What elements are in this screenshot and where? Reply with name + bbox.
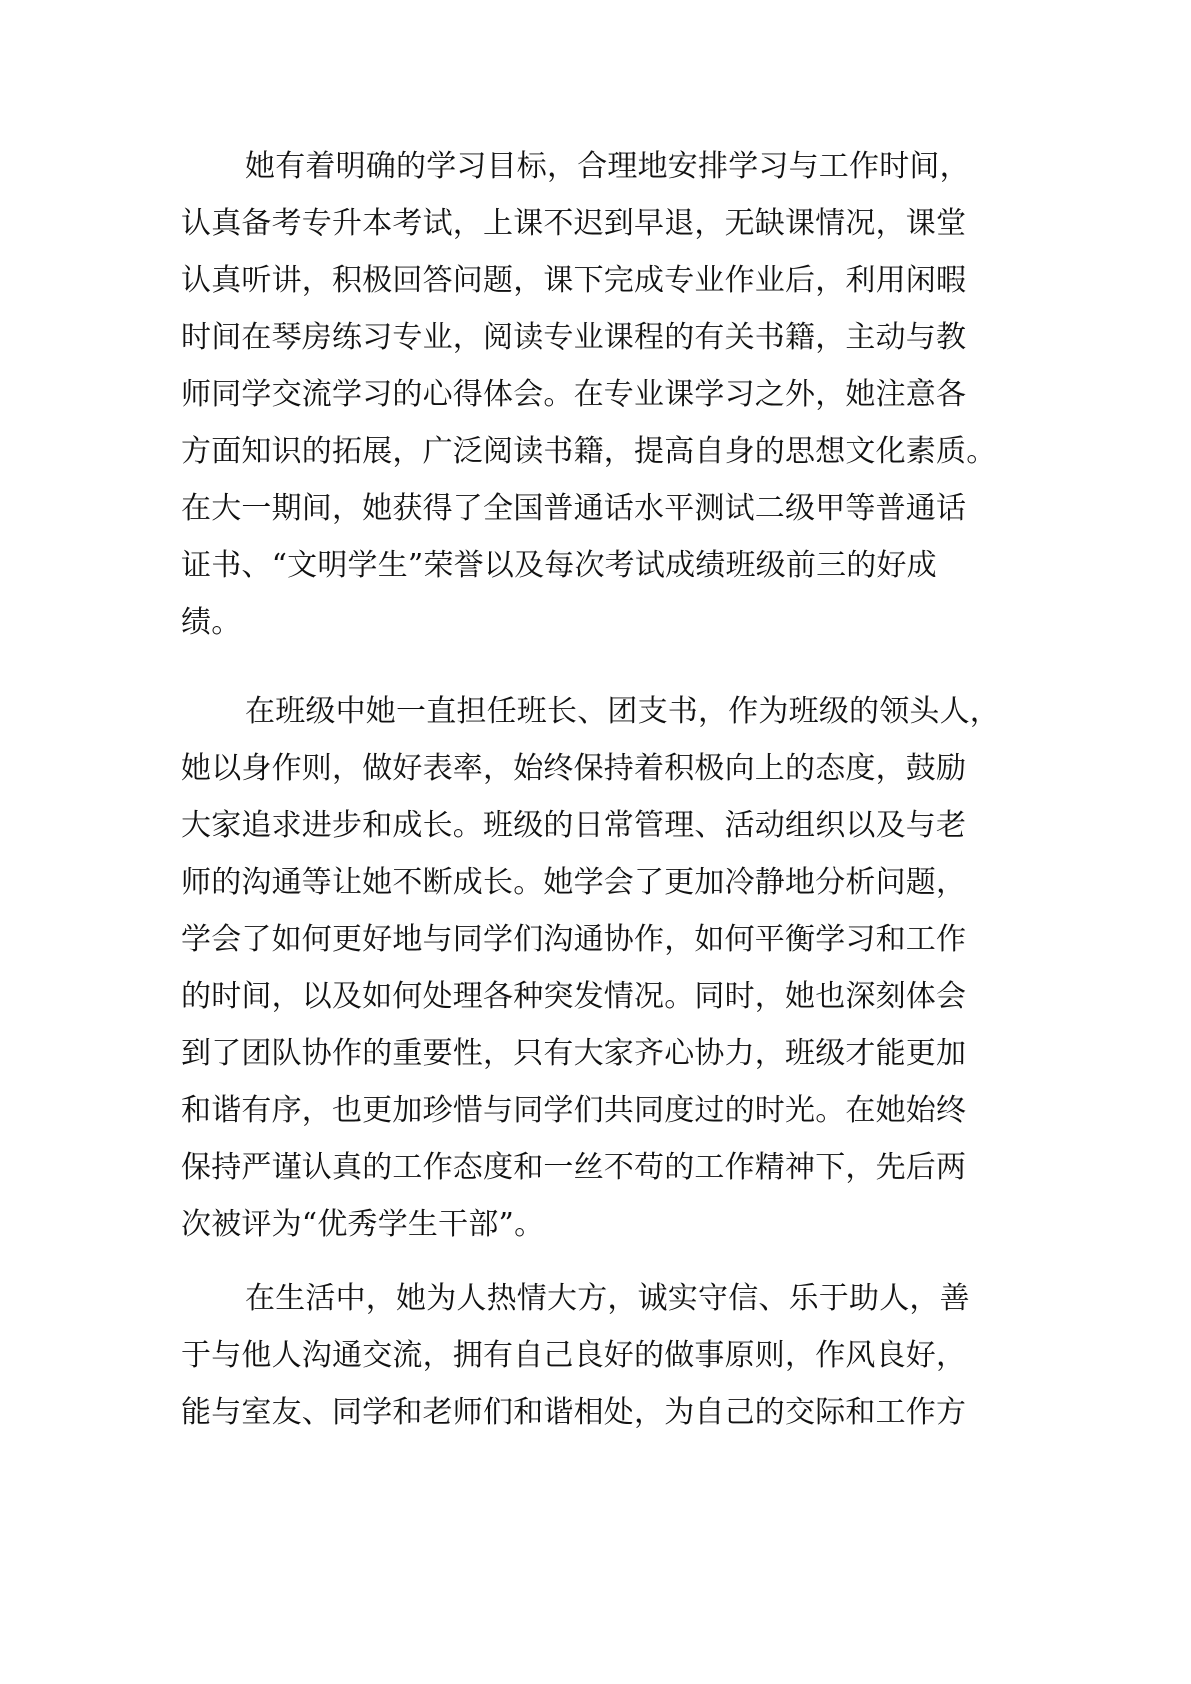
paragraph-line: 她以身作则，做好表率，始终保持着积极向上的态度，鼓励 <box>181 751 967 786</box>
paragraph-line: 到了团队协作的重要性，只有大家齐心协力，班级才能更加 <box>181 1036 967 1071</box>
paragraph-line: 在生活中，她为人热情大方，诚实守信、乐于助人，善 <box>245 1281 970 1316</box>
paragraph-line: 大家追求进步和成长。班级的日常管理、活动组织以及与老 <box>181 808 967 843</box>
paragraph-line: 学会了如何更好地与同学们沟通协作，如何平衡学习和工作 <box>181 922 967 957</box>
paragraph-line: 能与室友、同学和老师们和谐相处，为自己的交际和工作方 <box>181 1395 967 1430</box>
paragraph-line: 在班级中她一直担任班长、团支书，作为班级的领头人， <box>245 694 1000 729</box>
paragraph-line: 证书、“文明学生”荣誉以及每次考试成绩班级前三的好成 <box>181 548 937 583</box>
paragraph-line: 的时间，以及如何处理各种突发情况。同时，她也深刻体会 <box>181 979 967 1014</box>
paragraph-line: 在大一期间，她获得了全国普通话水平测试二级甲等普通话 <box>181 491 967 526</box>
paragraph-line: 绩。 <box>181 605 242 640</box>
paragraph-line: 于与他人沟通交流，拥有自己良好的做事原则，作风良好， <box>181 1338 967 1373</box>
paragraph-line: 次被评为“优秀学生干部”。 <box>181 1207 545 1242</box>
paragraph-line: 时间在琴房练习专业，阅读专业课程的有关书籍，主动与教 <box>181 320 967 355</box>
paragraph-line: 认真备考专升本考试，上课不迟到早退，无缺课情况，课堂 <box>181 206 967 241</box>
paragraph-line: 和谐有序，也更加珍惜与同学们共同度过的时光。在她始终 <box>181 1093 967 1128</box>
paragraph-line: 师的沟通等让她不断成长。她学会了更加冷静地分析问题， <box>181 865 967 900</box>
paragraph-line: 她有着明确的学习目标，合理地安排学习与工作时间， <box>245 149 970 184</box>
paragraph-line: 方面知识的拓展，广泛阅读书籍，提高自身的思想文化素质。 <box>181 434 997 469</box>
paragraph-line: 认真听讲，积极回答问题，课下完成专业作业后，利用闲暇 <box>181 263 967 298</box>
paragraph-line: 师同学交流学习的心得体会。在专业课学习之外，她注意各 <box>181 377 967 412</box>
paragraph-line: 保持严谨认真的工作态度和一丝不苟的工作精神下，先后两 <box>181 1150 967 1185</box>
